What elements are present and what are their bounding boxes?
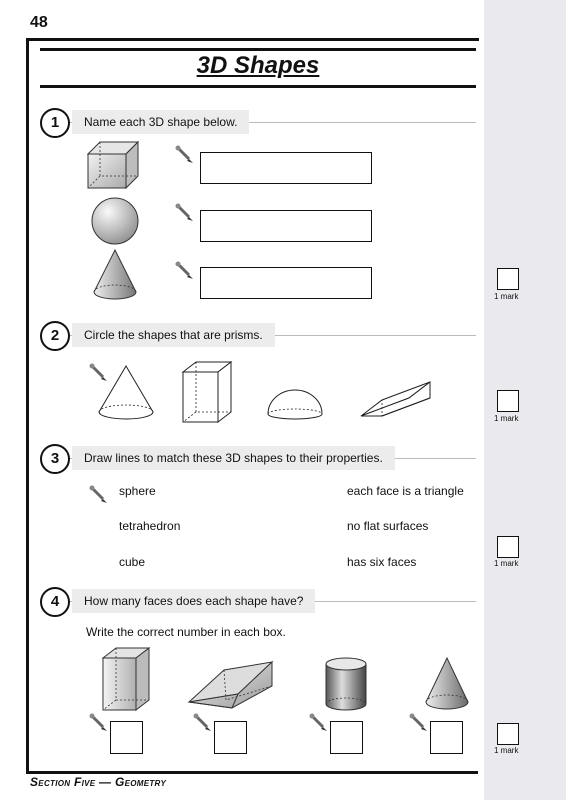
cube-shape xyxy=(86,140,142,190)
triangular-prism-solid-shape xyxy=(186,660,276,710)
mark-box-4[interactable] xyxy=(497,723,519,745)
question-2-number: 2 xyxy=(40,321,70,351)
cone-shape xyxy=(92,248,138,302)
cylinder-shape xyxy=(324,656,368,712)
mark-box-3[interactable] xyxy=(497,536,519,558)
pencil-icon xyxy=(174,260,194,280)
footer-rule xyxy=(26,771,478,774)
answer-box-3[interactable] xyxy=(200,267,372,299)
pencil-icon xyxy=(88,712,108,732)
mark-label-4: 1 mark xyxy=(494,746,519,755)
match-property-triangle-faces[interactable]: each face is a triangle xyxy=(347,484,464,498)
pencil-icon xyxy=(174,144,194,164)
triangular-prism-shape[interactable] xyxy=(358,378,432,422)
match-shape-tetrahedron[interactable]: tetrahedron xyxy=(119,519,181,533)
faces-box-cylinder[interactable] xyxy=(330,721,363,754)
mark-box-2[interactable] xyxy=(497,390,519,412)
page-number: 48 xyxy=(30,14,48,31)
cone-solid-shape xyxy=(424,656,470,712)
answer-box-1[interactable] xyxy=(200,152,372,184)
question-2-prompt: Circle the shapes that are prisms. xyxy=(72,323,275,347)
page-title: 3D Shapes xyxy=(196,52,320,79)
pencil-icon xyxy=(408,712,428,732)
hemisphere-shape[interactable] xyxy=(266,388,324,420)
question-4-prompt: How many faces does each shape have? xyxy=(72,589,315,613)
question-1-number: 1 xyxy=(40,108,70,138)
question-3-prompt: Draw lines to match these 3D shapes to their properties. xyxy=(72,446,395,470)
question-4-number: 4 xyxy=(40,587,70,617)
mark-box-1[interactable] xyxy=(497,268,519,290)
cuboid-shape xyxy=(100,646,152,712)
mark-label-3: 1 mark xyxy=(494,559,519,568)
faces-box-cone[interactable] xyxy=(430,721,463,754)
sphere-shape xyxy=(90,196,140,246)
match-property-six-faces[interactable]: has six faces xyxy=(347,555,417,569)
pencil-icon xyxy=(88,484,108,504)
question-3-number: 3 xyxy=(40,444,70,474)
mark-label-1: 1 mark xyxy=(494,292,519,301)
match-property-no-flat-surfaces[interactable]: no flat surfaces xyxy=(347,519,429,533)
faces-box-cuboid[interactable] xyxy=(110,721,143,754)
cone-outline-shape[interactable] xyxy=(96,364,156,422)
faces-box-triangular-prism[interactable] xyxy=(214,721,247,754)
mark-label-2: 1 mark xyxy=(494,414,519,423)
section-footer: Section Five — Geometry xyxy=(30,775,167,789)
question-1-prompt: Name each 3D shape below. xyxy=(72,110,249,134)
question-4-instruction: Write the correct number in each box. xyxy=(86,625,286,639)
match-shape-sphere[interactable]: sphere xyxy=(119,484,156,498)
pencil-icon xyxy=(308,712,328,732)
pencil-icon xyxy=(174,202,194,222)
rectangular-prism-shape[interactable] xyxy=(180,360,236,424)
match-shape-cube[interactable]: cube xyxy=(119,555,146,569)
title-rule-top xyxy=(40,48,476,51)
pencil-icon xyxy=(192,712,212,732)
title-rule-bottom xyxy=(40,85,476,88)
answer-box-2[interactable] xyxy=(200,210,372,242)
